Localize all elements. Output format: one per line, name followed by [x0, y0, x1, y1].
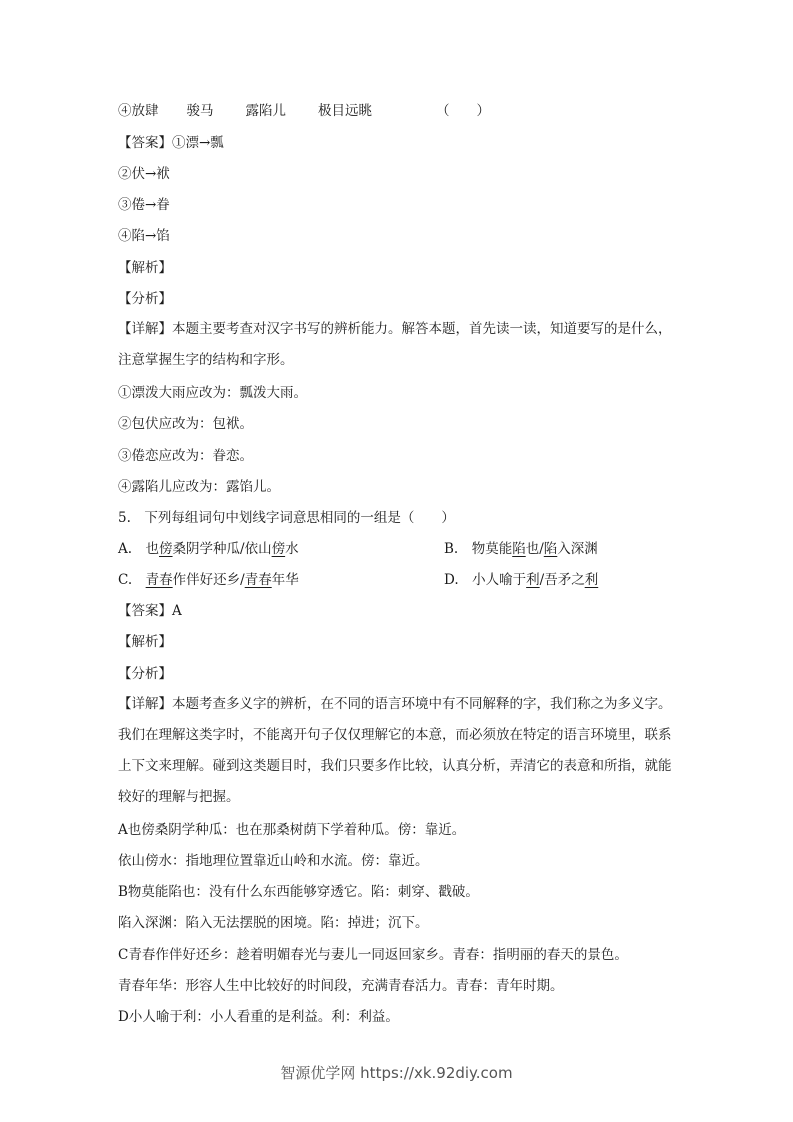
- q4-option-4-paren: （ ）: [436, 103, 490, 119]
- q4-correction-3: ③倦恋应改为：眷恋。: [118, 448, 253, 464]
- q4-fenxi-heading: 【分析】: [118, 291, 172, 307]
- q4-option-4: [118, 101, 678, 121]
- q5-options-row-2: [118, 570, 678, 590]
- q5-explain-c1: C青春作伴好还乡：趁着明媚春光与妻儿一同返回家乡。青春：指明丽的春天的景色。: [118, 947, 628, 963]
- q5-explain-c2: 青春年华：形容人生中比较好的时间段，充满青春活力。青春：青年时期。: [118, 978, 564, 994]
- q5-explain-a2: 依山傍水：指地理位置靠近山岭和水流。傍：靠近。: [118, 853, 429, 869]
- underlined-char: 利: [584, 572, 599, 588]
- q4-option-4-word-2: 骏马: [186, 103, 214, 119]
- q5-stem: 5. 下列每组词句中划线字词意思相同的一组是（ ）: [118, 510, 455, 526]
- q4-answer-line-3: ③倦→眷: [118, 197, 170, 213]
- footer-watermark: 智源优学网 https://xk.92diy.com: [280, 1064, 513, 1082]
- q5-option-b: B. 物莫能陷也/陷入深渊: [444, 541, 598, 557]
- underlined-word: 青春: [145, 572, 173, 588]
- q4-answer-line-2: ②伏→袱: [118, 166, 170, 182]
- q4-option-4-word-3: 露陷儿: [245, 103, 286, 119]
- q4-answer-line-1: 【答案】①漂→瓢: [118, 135, 224, 151]
- q5-fenxi-heading: 【分析】: [118, 666, 172, 682]
- underlined-char: 傍: [159, 541, 173, 557]
- q5-explain-b1: B物莫能陷也：没有什么东西能够穿透它。陷：刺穿、戳破。: [118, 884, 479, 900]
- underlined-char: 陷: [543, 541, 558, 557]
- q5-jiexi-heading: 【解析】: [118, 634, 172, 650]
- q4-option-4-word-4: 极目远眺: [318, 103, 372, 119]
- underlined-char: 陷: [512, 541, 526, 557]
- q5-explain-b2: 陷入深渊：陷入无法摆脱的困境。陷：掉进；沉下。: [118, 915, 429, 931]
- q4-detail-paragraph: 【详解】本题主要考查对汉字书写的辨析能力。解答本题，首先读一读，知道要写的是什么，注意掌握生字的结构和字形。: [118, 321, 672, 368]
- q5-option-a: A. 也傍桑阴学种瓜/依山傍水: [118, 541, 299, 557]
- q5-option-d: D. 小人喻于利/吾矛之利: [444, 572, 599, 588]
- q5-answer: 【答案】A: [118, 603, 182, 619]
- underlined-char: 利: [526, 572, 540, 588]
- q5-detail-paragraph: 【详解】本题考查多义字的辨析，在不同的语言环境中有不同解释的字，我们称之为多义字。我们在理解这类字时，不能离开句子仅仅理解它的本意，而必须放在特定的语言环境里，联系上下文来理解。碰到这类题目时，我们只要多作比较，认真分析，弄清它的表意和所指，就能较好的理解与把握。: [118, 696, 672, 805]
- q4-correction-1: ①漂泼大雨应改为：瓢泼大雨。: [118, 385, 307, 401]
- q5-explain-a1: A也傍桑阴学种瓜：也在那桑树荫下学着种瓜。傍：靠近。: [118, 822, 466, 838]
- underlined-char: 傍: [271, 541, 286, 557]
- q5-explain-d1: D小人喻于利：小人看重的是利益。利：利益。: [118, 1009, 399, 1025]
- underlined-word: 青春: [244, 572, 272, 588]
- q4-correction-4: ④露陷儿应改为：露馅儿。: [118, 479, 280, 495]
- q4-answer-line-4: ④陷→馅: [118, 228, 170, 244]
- q5-option-c: C. 青春作伴好还乡/青春年华: [118, 572, 299, 588]
- q4-correction-2: ②包伏应改为：包袱。: [118, 416, 253, 432]
- q4-option-4-label: ④放肆: [118, 103, 159, 119]
- q4-jiexi-heading: 【解析】: [118, 260, 172, 276]
- q5-options-row-1: [118, 539, 678, 559]
